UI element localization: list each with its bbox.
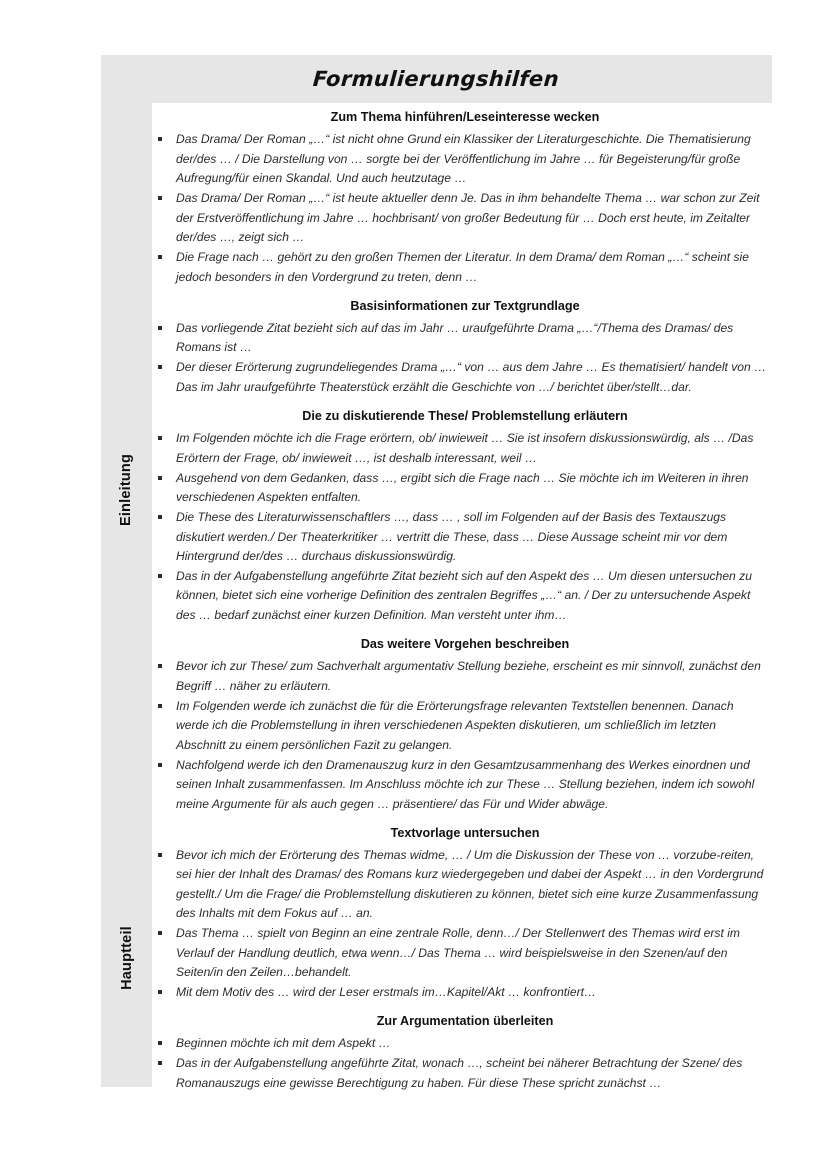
section-heading: Zum Thema hinführen/Leseinteresse wecken: [330, 110, 600, 124]
sidebar-label-hauptteil-text: Hauptteil: [118, 925, 135, 990]
title-banner: [101, 55, 772, 103]
section-heading: Textvorlage untersuchen: [390, 825, 540, 840]
list-item: Das Drama/ Der Roman „…“ ist heute aktueller denn Je. Das in ihm behandelte Thema … war schon zur Zeit der Erstveröffentlichung im Jahre … hochbrisant/ von großer Bedeutung für … Doch erst heute, im Zeitalter der/des …, zeigt sich …: [152, 189, 768, 247]
list-item: Das vorliegende Zitat bezieht sich auf das im Jahr … uraufgeführte Drama „…“/Thema des Dramas/ des Romans ist …: [152, 319, 768, 358]
list-item: Im Folgenden möchte ich die Frage erörtern, ob/ inwieweit … Sie ist insofern diskussionswürdig, als … /Das Erörtern der Frage, ob/ inwieweit …, ist deshalb interessant, weil …: [152, 429, 768, 468]
list-item: Das in der Aufgabenstellung angeführte Zitat bezieht sich auf den Aspekt des … Um diesen untersuchen zu können, bietet sich eine vorherige Definition des zentralen Begriffes „…“ an. / Der zu untersuchende Aspekt des … bedarf zunächst einer kurzen Definition. Man versteht unter ihm…: [152, 567, 768, 625]
section-bullet-list: [152, 429, 778, 625]
list-item: Bevor ich mich der Erörterung des Themas widme, … / Um die Diskussion der These von … vorzube-reiten, sei hier der Inhalt des Dramas/ des Romans kurz wiedergegeben und dabei der Aspekt … in den Vordergrund gestellt./ Um die Frage/ die Problemstellung diskutieren zu können, bietet sich eine kurze Zusammenfassung des Inhalts mit dem Fokus auf … an.: [152, 846, 768, 924]
list-item: Mit dem Motiv des … wird der Leser erstmals im…Kapitel/Akt … konfrontiert…: [152, 983, 768, 1002]
section-heading: Die zu diskutierende These/ Problemstellung erläutern: [302, 408, 628, 423]
list-item: Die Frage nach … gehört zu den großen Themen der Literatur. In dem Drama/ dem Roman „…“ scheint sie jedoch besonders in den Vordergrund zu treten, denn …: [152, 248, 768, 287]
section-bullet-list: [152, 130, 778, 287]
list-item: Das Thema … spielt von Beginn an eine zentrale Rolle, denn…/ Der Stellenwert des Themas wird erst im Verlauf der Handlung deutlich, etwa wenn…/ Das Thema … wird beispielsweise in den Szenen/auf den Seiten/in den Zeilen…behandelt.: [152, 924, 768, 982]
list-item: Im Folgenden werde ich zunächst die für die Erörterungsfrage relevanten Textstellen benennen. Danach werde ich die Problemstellung in ihren verschiedenen Aspekten diskutieren, um schließlich im letzten Abschnitt zu einem persönlichen Fazit zu gelangen.: [152, 697, 768, 755]
section-heading: Basisinformationen zur Textgrundlage: [350, 298, 580, 313]
section-heading: Zur Argumentation überleiten: [376, 1014, 554, 1029]
section-bullet-list: [152, 846, 778, 1003]
sidebar-label-einleitung-text: Einleitung: [118, 453, 135, 527]
page-title: Formulierungshilfen: [312, 67, 561, 91]
list-item: Beginnen möchte ich mit dem Aspekt …: [152, 1034, 768, 1053]
list-item: Der dieser Erörterung zugrundeliegendes Drama „…“ von … aus dem Jahre … Es thematisiert/ handelt von … Das im Jahr uraufgeführte Theaterstück erzählt die Geschichte von …/ berichtet über/stellt…dar.: [152, 358, 768, 397]
list-item: Das Drama/ Der Roman „…“ ist nicht ohne Grund ein Klassiker der Literaturgeschichte. Die Thematisierung der/des … / Die Darstellung von … sorgte bei der Veröffentlichung im Jahre … für Begeisterung/für große Aufregung/für einen Skandal. Und auch heutzutage …: [152, 130, 768, 188]
section-bullet-list: [152, 319, 778, 397]
section-bullet-list: [152, 657, 778, 814]
list-item: Das in der Aufgabenstellung angeführte Zitat, wonach …, scheint bei näherer Betrachtung der Szene/ des Romanauszugs eine gewisse Berechtigung zu haben. Für diese These spricht zunächst …: [152, 1054, 768, 1093]
section-heading: Das weitere Vorgehen beschreiben: [360, 636, 570, 651]
list-item: Ausgehend von dem Gedanken, dass …, ergibt sich die Frage nach … Sie möchte ich im Weiteren in ihren verschiedenen Aspekten entfalten.: [152, 469, 768, 508]
section-bullet-list: [152, 1034, 778, 1093]
sidebar-band: [101, 55, 152, 1087]
list-item: Bevor ich zur These/ zum Sachverhalt argumentativ Stellung beziehe, erscheint es mir sinnvoll, zunächst den Begriff … näher zu erläutern.: [152, 657, 768, 696]
content-column: [152, 103, 778, 1094]
list-item: Nachfolgend werde ich den Dramenauszug kurz in den Gesamtzusammenhang des Werkes einordnen und seinen Inhalt zusammenfassen. Im Anschluss möchte ich zur These … Stellung beziehen, indem ich sowohl meine Argumente für als auch gegen … präsentiere/ das Für und Wider abwäge.: [152, 756, 768, 814]
list-item: Die These des Literaturwissenschaftlers …, dass … , soll im Folgenden auf der Basis des Textauszugs diskutiert werden./ Der Theaterkritiker … vertritt die These, dass … Diese Aussage scheint mir vor dem Hintergrund der/des … durchaus diskussionswürdig.: [152, 508, 768, 566]
